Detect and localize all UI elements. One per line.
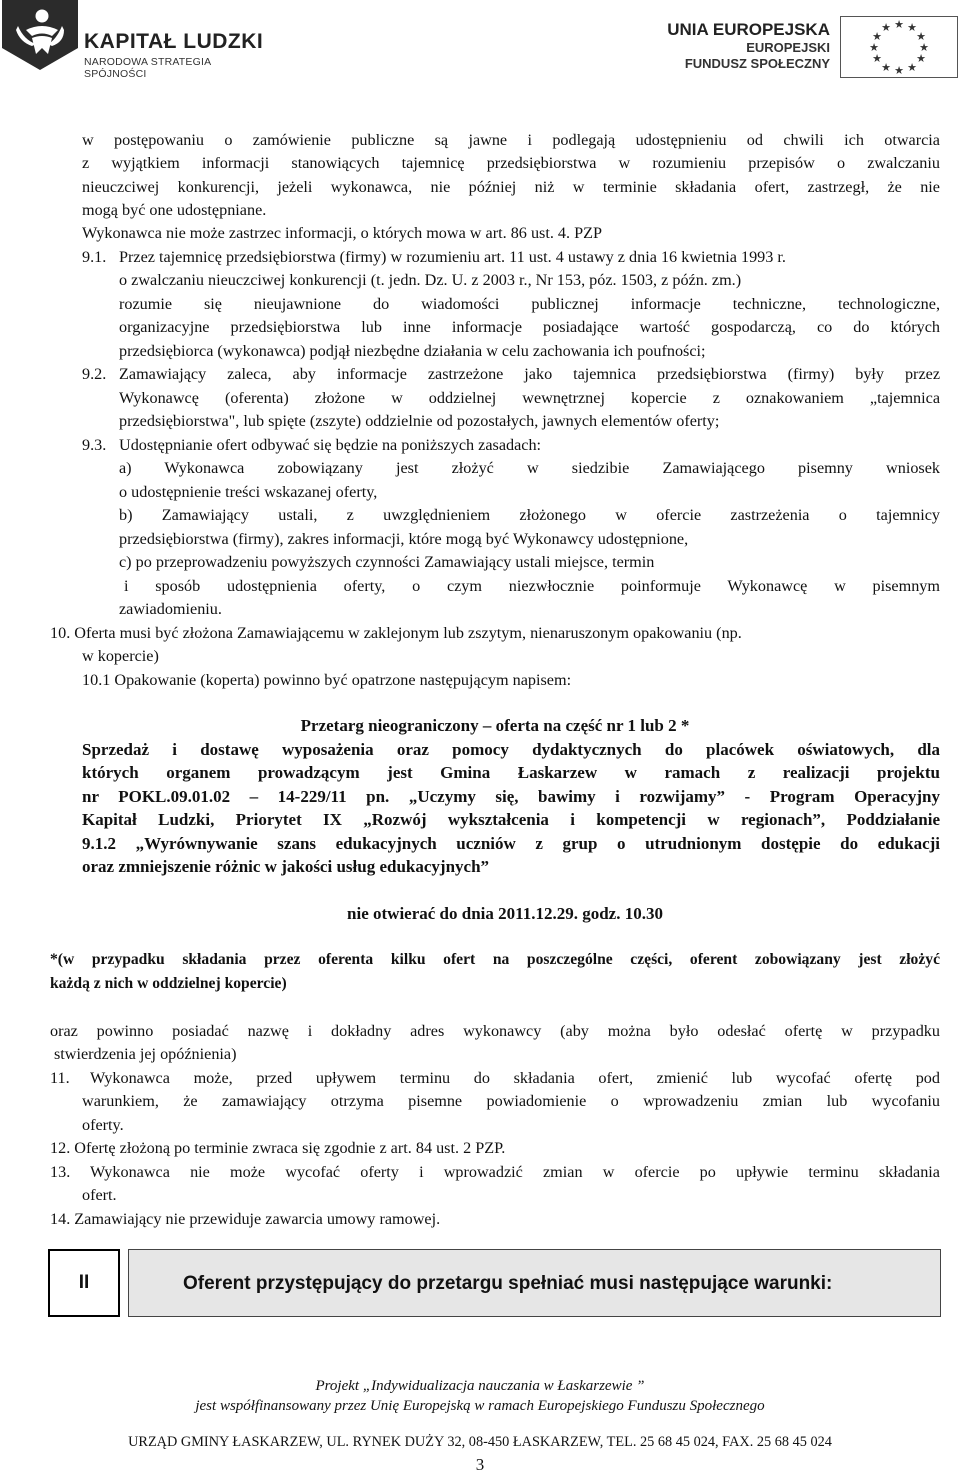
eu-logo-line2: EUROPEJSKI xyxy=(746,40,830,55)
svg-text:★: ★ xyxy=(894,18,904,31)
svg-text:★: ★ xyxy=(869,41,879,54)
envelope-label-title: Przetarg nieograniczony – oferta na część nr 1 lub 2 * xyxy=(300,716,690,735)
kapital-ludzki-title: KAPITAŁ LUDZKI xyxy=(84,30,264,53)
eu-logo xyxy=(667,16,958,77)
section-10-1: 10.1 Opakowanie (koperta) powinno być opatrzone następującym napisem: xyxy=(82,671,572,689)
envelope-label-line-4: Kapitał Ludzki, Priorytet IX „Rozwój wykształcenia i kompetencji w regionach”, Poddziałanie xyxy=(82,810,940,829)
section-11-line-1: Wykonawca może, przed upływem terminu do składania ofert, zmienić lub wycofać ofertę pod xyxy=(90,1069,940,1087)
footer-address-line: URZĄD GMINY ŁASKARZEW, UL. RYNEK DUŻY 32, 08-450 ŁASKARZEW, TEL. 25 68 45 024, FAX. 25 68 45 024 xyxy=(128,1434,832,1450)
svg-text:★: ★ xyxy=(916,30,926,43)
eu-logo-line3: FUNDUSZ SPOŁECZNY xyxy=(684,56,830,71)
kapital-ludzki-subtitle: NARODOWA STRATEGIA SPÓJNOŚCI xyxy=(84,56,211,80)
section-9-1-line-2: o zwalczaniu nieuczciwej konkurencji (t. jedn. Dz. U. z 2003 r., Nr 153, póz. 1503, z późn. zm.) xyxy=(119,271,742,289)
intro-line-4: mogą być one udostępniane. xyxy=(82,201,267,219)
section-9-3-item-a-line-1: a) Wykonawca zobowiązany jest złożyć w siedzibie Zamawiającego pisemny wniosek xyxy=(119,459,940,477)
svg-text:★: ★ xyxy=(907,61,917,74)
section-9-3-item-c-line-3: zawiadomieniu. xyxy=(119,600,222,618)
section-10-line-2: w kopercie) xyxy=(82,647,159,665)
section-12: 12. Ofertę złożoną po terminie zwraca się zgodnie z art. 84 ust. 2 PZP. xyxy=(50,1139,506,1157)
section-9-2-line-1: Zamawiający zaleca, aby informacje zastrzeżone jako tajemnica przedsiębiorstwa (firmy) były przez xyxy=(119,365,940,383)
intro-line-1: w postępowaniu o zamówienie publiczne są jawne i podlegają udostępnieniu od chwili ich otwarcia xyxy=(82,131,940,149)
pzp-note: Wykonawca nie może zastrzec informacji, o których mowa w art. 86 ust. 4. PZP xyxy=(82,224,603,242)
footnote-line-2: każdą z nich w oddzielnej kopercie) xyxy=(50,975,287,992)
svg-text:★: ★ xyxy=(881,61,891,74)
section-9-3-number: 9.3. xyxy=(82,436,107,454)
section-9-3-item-c-line-2: i sposób udostępnienia oferty, o czym niezwłocznie poinformuje Wykonawcę w pisemnym xyxy=(124,577,940,595)
section-ii-number: II xyxy=(48,1249,120,1317)
eu-logo-line1: UNIA EUROPEJSKA xyxy=(667,20,830,39)
envelope-label-line-3: nr POKL.09.01.02 – 14-229/11 pn. „Uczymy się, bawimy i rozwijamy” - Program Operacyjny xyxy=(82,787,940,806)
section-11-line-3: oferty. xyxy=(82,1116,124,1134)
section-9-1-line-3: rozumie się nieujawnione do wiadomości publicznej informacje techniczne, technologiczne, xyxy=(119,295,940,313)
section-9-3-item-a-line-2: o udostępnienie treści wskazanej oferty, xyxy=(119,483,378,501)
address-requirement-line-2: stwierdzenia jej opóźnienia) xyxy=(54,1045,237,1063)
section-ii-header xyxy=(48,1249,941,1321)
envelope-label-line-6: oraz zmniejszenie różnic w jakości usług edukacyjnych” xyxy=(82,857,490,876)
section-13-line-1: Wykonawca nie może wycofać oferty i wprowadzić zmian w ofercie po upływie terminu składania xyxy=(90,1163,940,1181)
footer-project-line: Projekt „Indywidualizacja nauczania w Łaskarzewie ” xyxy=(315,1378,645,1394)
section-13-line-2: ofert. xyxy=(82,1186,117,1204)
section-9-1-line-5: przedsiębiorca (wykonawca) podjął niezbędne działania w celu zachowania ich poufności; xyxy=(119,342,706,360)
eu-flag-icon xyxy=(840,16,958,78)
intro-line-2: z wyjątkiem informacji stanowiących tajemnicę przedsiębiorstwa w rozumieniu przepisów o zwalczaniu xyxy=(82,154,940,172)
svg-text:★: ★ xyxy=(894,64,904,77)
intro-line-3: nieuczciwej konkurencji, jeżeli wykonawca, nie później niż w terminie składania ofert, zastrzegł, że nie xyxy=(82,178,940,196)
section-14: 14. Zamawiający nie przewiduje zawarcia umowy ramowej. xyxy=(50,1210,441,1228)
page-number: 3 xyxy=(475,1455,485,1474)
section-ii-title: Oferent przystępujący do przetargu spełniać musi następujące warunki: xyxy=(128,1249,941,1317)
section-9-3-line-1: Udostępnianie ofert odbywać się będzie na poniższych zasadach: xyxy=(119,436,542,454)
kapital-ludzki-emblem-icon xyxy=(2,0,78,70)
svg-text:★: ★ xyxy=(907,21,917,34)
section-9-2-line-3: przedsiębiorstwa", lub spięte (zszyte) oddzielnie od pozostałych, jawnych elementów oferty; xyxy=(119,412,720,430)
section-11-number: 11. xyxy=(50,1069,70,1087)
do-not-open-notice: nie otwierać do dnia 2011.12.29. godz. 10.30 xyxy=(347,904,663,923)
kapital-ludzki-logo xyxy=(2,0,272,80)
section-9-1-line-1: Przez tajemnicę przedsiębiorstwa (firmy) w rozumieniu art. 11 ust. 4 ustawy z dnia 16 kwietnia 1993 r. xyxy=(119,248,786,266)
section-10-line-1: 10. Oferta musi być złożona Zamawiającemu w zaklejonym lub zszytym, nienaruszonym opakowaniu (np. xyxy=(50,624,742,642)
section-9-3-item-b-line-2: przedsiębiorstwa (firmy), zakres informacji, które mogą być Wykonawcy udostępnione, xyxy=(119,530,689,548)
section-9-1-number: 9.1. xyxy=(82,248,107,266)
section-9-2-number: 9.2. xyxy=(82,365,107,383)
envelope-label-line-1: Sprzedaż i dostawę wyposażenia oraz pomocy dydaktycznych do placówek oświatowych, dla xyxy=(82,740,940,759)
footer-cofinance-line: jest współfinansowany przez Unię Europejską w ramach Europejskiego Funduszu Społecznego xyxy=(195,1398,765,1414)
footnote-line-1: *(w przypadku składania przez oferenta kilku ofert na poszczególne części, oferent zobowiązany jest złożyć xyxy=(50,951,940,968)
svg-text:★: ★ xyxy=(872,52,882,65)
section-11-line-2: warunkiem, że zamawiający otrzyma pisemne powiadomienie o wprowadzeniu zmian lub wycofaniu xyxy=(82,1092,940,1110)
section-9-3-item-c-line-1: c) po przeprowadzeniu powyższych czynności Zamawiający ustali miejsce, termin xyxy=(119,553,655,571)
envelope-label-line-5: 9.1.2 „Wyrównywanie szans edukacyjnych uczniów z grup o utrudnionym dostępie do edukacji xyxy=(82,834,940,853)
envelope-label-line-2: których organem prowadzącym jest Gmina Łaskarzew w ramach z realizacji projektu xyxy=(82,763,940,782)
svg-text:★: ★ xyxy=(916,52,926,65)
svg-text:★: ★ xyxy=(919,41,929,54)
section-9-2-line-2: Wykonawcę (oferenta) złożone w oddzielnej wewnętrznej kopercie z oznakowaniem „tajemnica xyxy=(119,389,940,407)
section-9-1-line-4: organizacyjne przedsiębiorstwa lub inne informacje posiadające wartość gospodarczą, co do których xyxy=(119,318,940,336)
address-requirement-line-1: oraz powinno posiadać nazwę i dokładny adres wykonawcy (aby można było odesłać ofertę w przypadku xyxy=(50,1022,940,1040)
svg-text:★: ★ xyxy=(872,30,882,43)
svg-text:★: ★ xyxy=(881,21,891,34)
section-9-3-item-b-line-1: b) Zamawiający ustali, z uwzględnieniem złożonego w ofercie zastrzeżenia o tajemnicy xyxy=(119,506,940,524)
section-13-number: 13. xyxy=(50,1163,71,1181)
